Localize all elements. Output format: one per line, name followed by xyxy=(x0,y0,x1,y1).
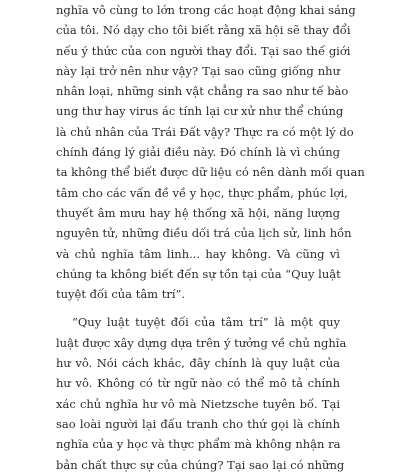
text-line: ung thư hay virus ác tính lại cư xử như thể chúng xyxy=(56,104,344,119)
paragraph-1 xyxy=(56,0,365,304)
text-line: chính đáng lý giải điều này. Đó chính là vì chúng xyxy=(56,145,340,160)
text-line: “Quy luật tuyệt đối của tâm trí” là một quy xyxy=(72,315,340,330)
text-line: luật được xây dựng dựa trên ý tưởng về chủ nghĩa xyxy=(56,335,347,350)
text-line: nghĩa của y học và thực phẩm mà không nhận ra xyxy=(56,437,341,452)
text-line: bản chất thực sự của chúng? Tại sao lại có những xyxy=(56,457,345,472)
text-line: là chủ nhân của Trái Đất vậy? Thực ra có một lý do xyxy=(56,124,354,139)
text-line: xác chủ nghĩa hư vô mà Nietzsche tuyên bố. Tại xyxy=(56,396,340,411)
text-line: tâm cho các vấn đề về y học, thực phẩm, phúc lợi, xyxy=(56,185,348,200)
text-line: và chủ nghĩa tâm linh... hay không. Và cũng vì xyxy=(56,246,340,261)
text-line: chúng ta không biết đến sự tồn tại của “Quy luật xyxy=(56,266,341,281)
text-line: sao loài người lại đấu tranh cho thứ gọi là chính xyxy=(56,416,340,431)
text-line: nhân loại, những sinh vật chẳng ra sao như tế bào xyxy=(56,84,349,99)
paragraph-2 xyxy=(56,312,347,474)
text-line: nghĩa vô cùng to lớn trong các hoạt động khai sáng xyxy=(56,3,356,17)
text-line: nguyên tử, những điều dối trá của lịch sử, linh hồn xyxy=(56,226,352,241)
text-line: tuyệt đối của tâm trí”. xyxy=(56,287,186,302)
text-line: ta không thể biết được dữ liệu có nên dành mối quan xyxy=(56,165,365,180)
text-line: hư vô. Nói cách khác, đây chính là quy luật của xyxy=(56,356,340,371)
text-line: này lại trở nên như vậy? Tại sao cũng giống như xyxy=(56,63,340,78)
body-text xyxy=(56,0,365,475)
text-line: thuyết âm mưu hay hệ thống xã hội, năng lượng xyxy=(56,205,340,220)
text-line: hư vô. Không có từ ngữ nào có thể mô tả chính xyxy=(56,376,340,391)
paragraph-gap xyxy=(56,304,340,312)
text-line: nếu ý thức của con người thay đổi. Tại sao thế giới xyxy=(56,43,351,58)
text-line: của tôi. Nó dạy cho tôi biết rằng xã hội sẽ thay đổi xyxy=(56,23,351,38)
